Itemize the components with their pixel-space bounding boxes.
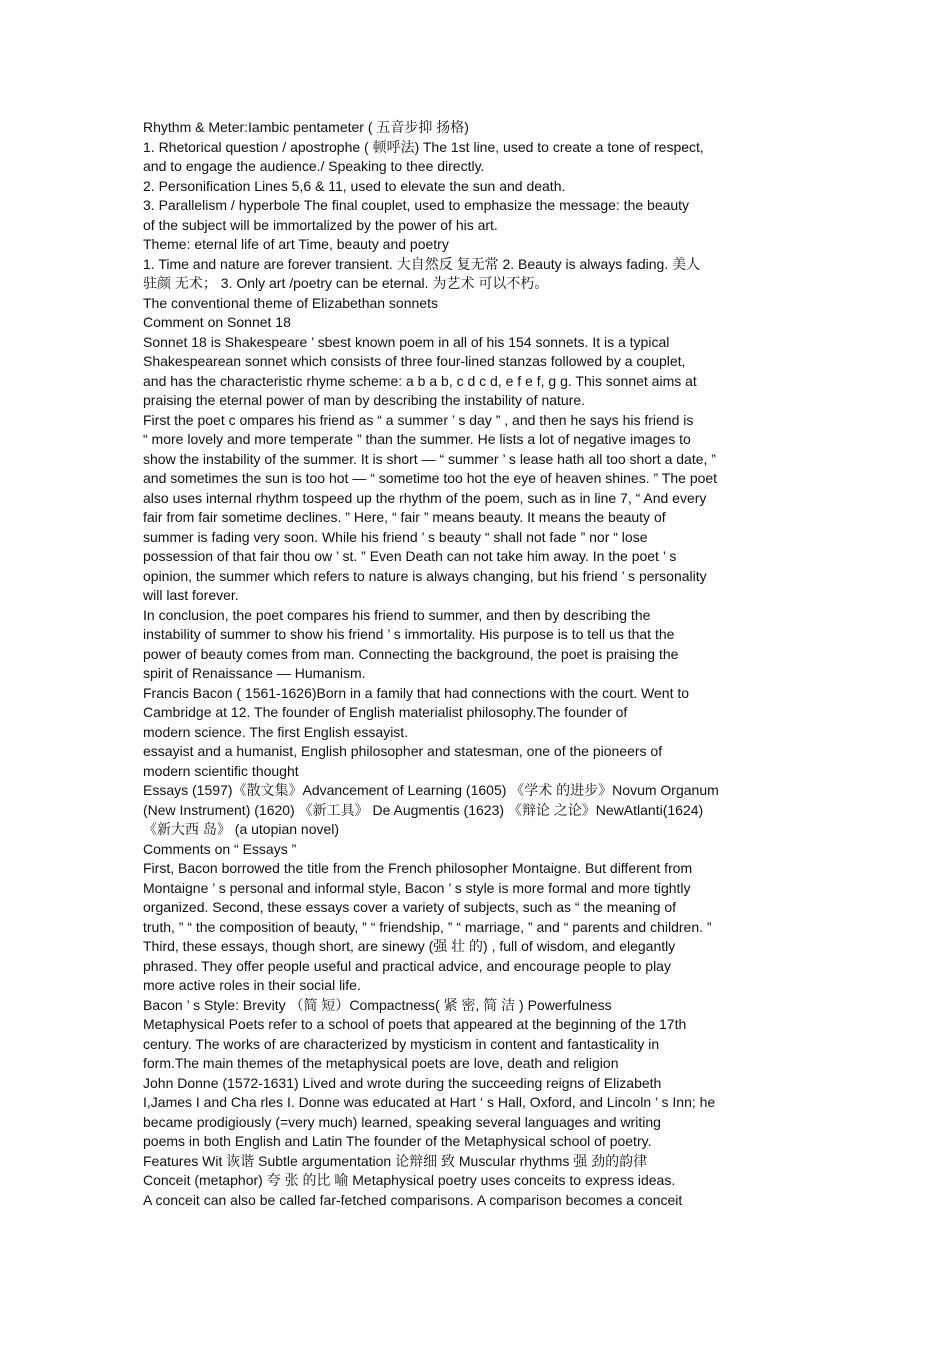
text-line: First, Bacon borrowed the title from the French philosopher Montaigne. But different from [143, 860, 693, 876]
text-line: 1. Time and nature are forever transient. 大自然反 复无常 2. Beauty is always fading. 美人 [143, 255, 701, 272]
text-line: Essays (1597)《散文集》Advancement of Learning (1605) 《学术 的进步》Novum Organum [143, 782, 719, 798]
text-line: Features Wit 诙谐 Subtle argumentation 论辩细 致 Muscular rhythms 强 劲的韵律 [143, 1152, 648, 1169]
text-line: Sonnet 18 is Shakespeare ’ sbest known poem in all of his 154 sonnets. It is a typical [143, 333, 670, 350]
text-line: essayist and a humanist, English philosopher and statesman, one of the pioneers of [143, 743, 663, 759]
text-line: organized. Second, these essays cover a variety of subjects, such as “ the meaning of [143, 899, 677, 915]
text-line: John Donne (1572-1631) Lived and wrote during the succeeding reigns of Elizabeth [143, 1074, 662, 1091]
text-line: Comments on “ Essays ” [143, 840, 297, 857]
text-line: Conceit (metaphor) 夸 张 的比 喻 Metaphysical poetry uses conceits to express ideas. [143, 1172, 676, 1188]
text-line: Francis Bacon ( 1561-1626)Born in a family that had connections with the court. Went to [143, 684, 690, 701]
text-line: Third, these essays, though short, are sinewy (强 壮 的) , full of wisdom, and elegantly [143, 938, 676, 954]
text-line: 驻颜 无术； 3. Only art /poetry can be eternal. 为艺术 可以不朽。 [143, 275, 549, 291]
text-line: The conventional theme of Elizabethan sonnets [143, 294, 438, 311]
text-line: First the poet c ompares his friend as “ a summer ’ s day ” , and then he says his friend is [143, 411, 694, 428]
text-line: modern scientific thought [143, 762, 299, 779]
text-line: A conceit can also be called far-fetched comparisons. A comparison becomes a conceit [143, 1191, 683, 1208]
text-line: possession of that fair thou ow ’ st. ” Even Death can not take him away. In the poet ’ s [143, 548, 677, 564]
text-line: show the instability of the summer. It is short — “ summer ’ s lease hath all too short a date, ” [143, 450, 716, 467]
text-line: modern science. The first English essayist. [143, 723, 409, 740]
text-line: summer is fading very soon. While his friend ’ s beauty “ shall not fade ” nor “ lose [143, 528, 648, 545]
text-line: 《新大西 岛》 (a utopian novel) [143, 821, 340, 837]
text-line: Shakespearean sonnet which consists of three four-lined stanzas followed by a couplet, [143, 353, 686, 369]
text-line: and to engage the audience./ Speaking to thee directly. [143, 158, 485, 174]
text-line: will last forever. [143, 587, 239, 603]
text-line: became prodigiously (=very much) learned, speaking several languages and writing [143, 1113, 661, 1130]
text-line: and sometimes the sun is too hot — “ sometime too hot the eye of heaven shines. ” The poet [143, 470, 718, 486]
text-line: 3. Parallelism / hyperbole The final couplet, used to emphasize the message: the beauty [143, 197, 690, 213]
document-body [143, 118, 823, 1210]
text-line: form.The main themes of the metaphysical poets are love, death and religion [143, 1055, 619, 1071]
text-line: phrased. They offer people useful and practical advice, and encourage people to play [143, 957, 671, 974]
text-line: Theme: eternal life of art Time, beauty and poetry [143, 236, 449, 252]
text-line: (New Instrument) (1620) 《新工具》 De Augmentis (1623) 《辩论 之论》NewAtlanti(1624) [143, 801, 704, 818]
text-line: Comment on Sonnet 18 [143, 314, 291, 330]
text-line: “ more lovely and more temperate ” than the summer. He lists a lot of negative images to [143, 431, 691, 447]
text-line: spirit of Renaissance — Humanism. [143, 665, 366, 681]
text-line: Bacon ’ s Style: Brevity （简 短）Compactness( 紧 密, 简 洁 ) Powerfulness [143, 996, 612, 1013]
text-line: more active roles in their social life. [143, 977, 361, 993]
text-line: Metaphysical Poets refer to a school of poets that appeared at the beginning of the 17th [143, 1016, 687, 1032]
text-line: fair from fair sometime declines. ” Here, “ fair ” means beauty. It means the beauty of [143, 509, 666, 525]
text-line: and has the characteristic rhyme scheme: a b a b, c d c d, e f e f, g g. This sonnet aims at [143, 372, 697, 389]
text-line: In conclusion, the poet compares his friend to summer, and then by describing the [143, 606, 651, 623]
text-line: truth, ” “ the composition of beauty, ” “ friendship, ” “ marriage, ” and “ parents and children. ” [143, 918, 712, 935]
text-line: century. The works of are characterized by mysticism in content and fantasticality in [143, 1035, 660, 1052]
text-line: I,James I and Cha rles I. Donne was educated at Hart ‘ s Hall, Oxford, and Lincoln ’ s Inn; he [143, 1094, 716, 1110]
text-line: Montaigne ’ s personal and informal style, Bacon ’ s style is more formal and more tightly [143, 879, 691, 896]
text-line: poems in both English and Latin The founder of the Metaphysical school of poetry. [143, 1133, 652, 1149]
text-line: 2. Personification Lines 5,6 & 11, used to elevate the sun and death. [143, 177, 566, 194]
text-line: instability of summer to show his friend ’ s immortality. His purpose is to tell us that the [143, 626, 675, 642]
text-line: of the subject will be immortalized by the power of his art. [143, 216, 498, 233]
text-line: also uses internal rhythm tospeed up the rhythm of the poem, such as in line 7, “ And every [143, 489, 707, 506]
text-line: Rhythm & Meter:Iambic pentameter ( 五音步抑 扬格) [143, 119, 469, 135]
text-line: power of beauty comes from man. Connecting the background, the poet is praising the [143, 645, 679, 662]
text-line: praising the eternal power of man by describing the instability of nature. [143, 392, 586, 408]
text-line: opinion, the summer which refers to nature is always changing, but his friend ’ s personality [143, 567, 707, 584]
text-line: Cambridge at 12. The founder of English materialist philosophy.The founder of [143, 704, 628, 720]
text-line: 1. Rhetorical question / apostrophe ( 顿呼法) The 1st line, used to create a tone of respect, [143, 138, 704, 155]
